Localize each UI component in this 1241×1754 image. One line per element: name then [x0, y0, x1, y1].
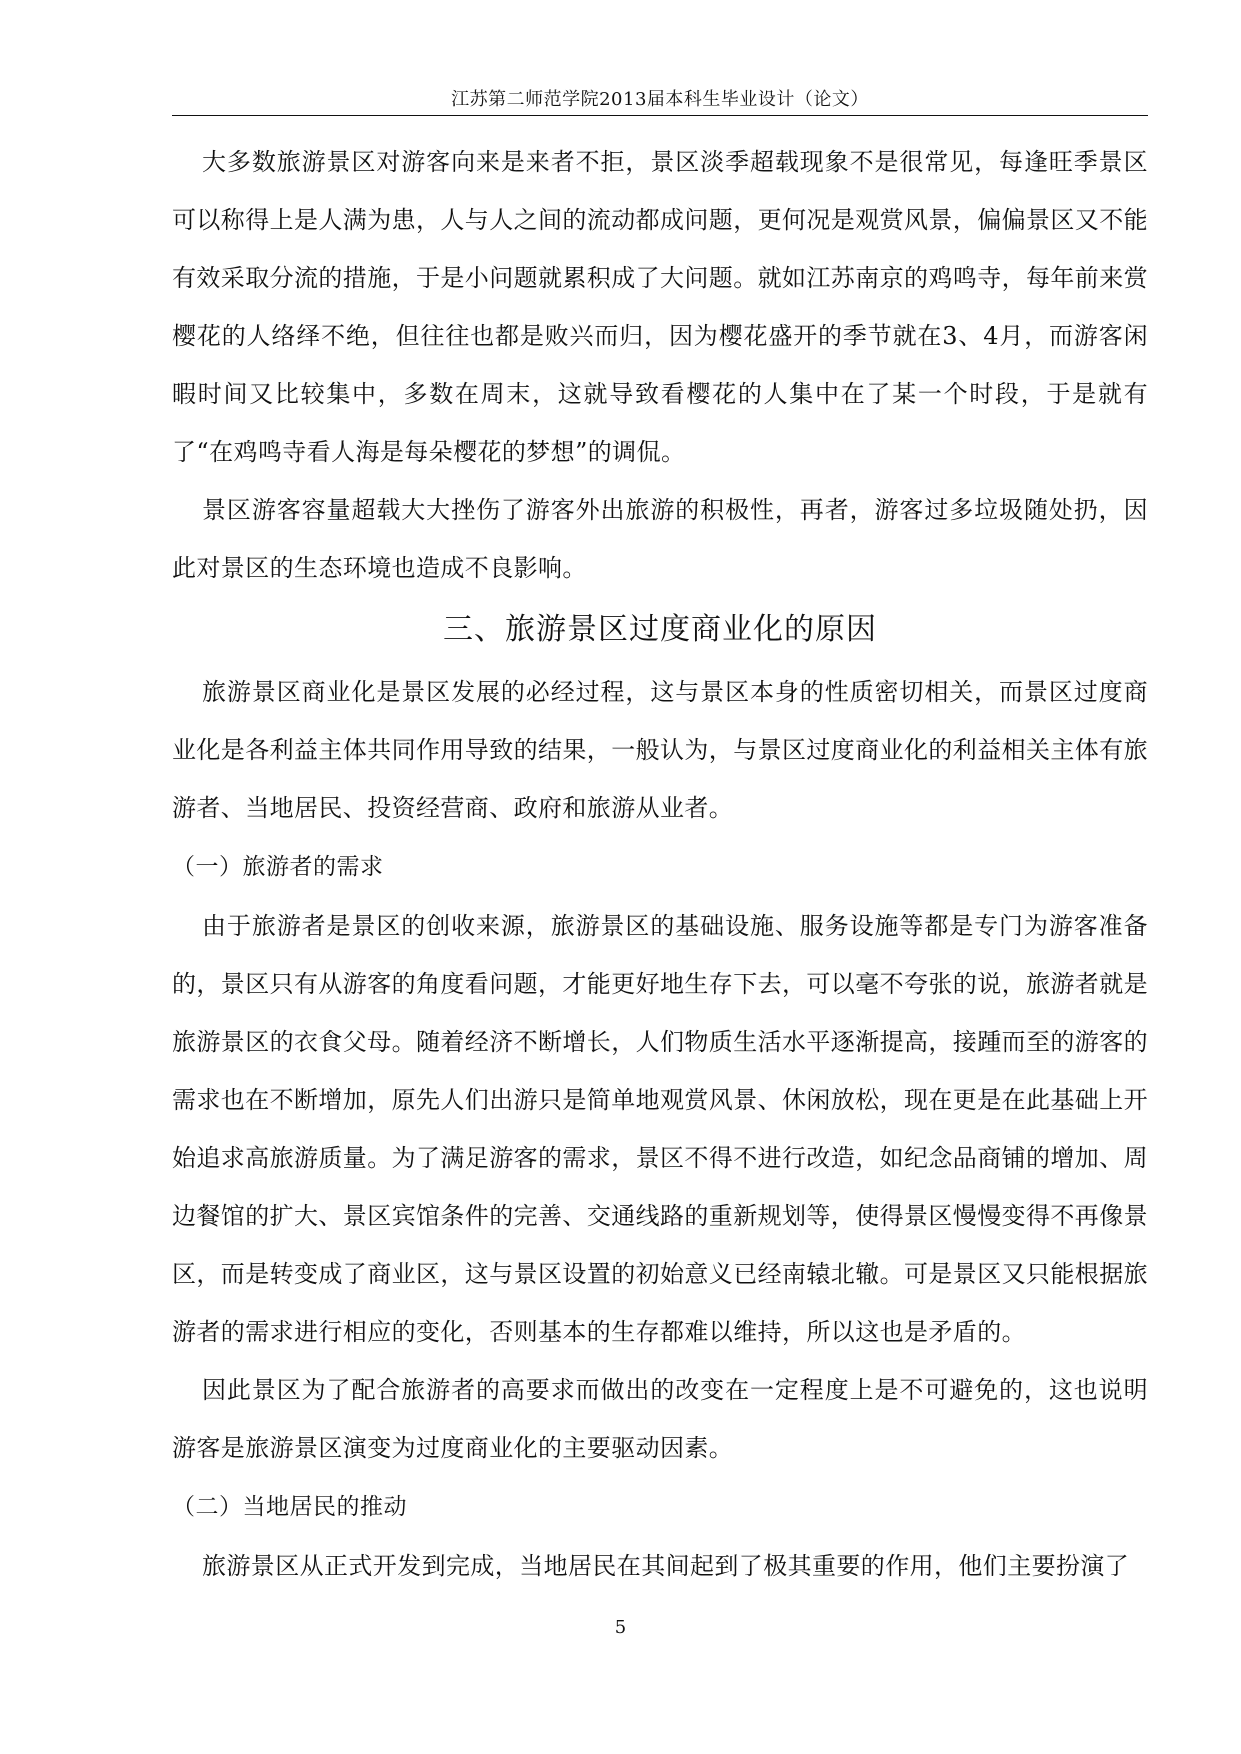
- paragraph-commercialization-intro: 旅游景区商业化是景区发展的必经过程，这与景区本身的性质密切相关，而景区过度商业化是各利益主体共同作用导致的结果，一般认为，与景区过度商业化的利益相关主体有旅游者、当地居民、投资经营商、政府和旅游从业者。: [172, 678, 1148, 822]
- paragraph-overcrowding: 大多数旅游景区对游客向来是来者不拒，景区淡季超载现象不是很常见，每逢旺季景区可以称得上是人满为患，人与人之间的流动都成问题，更何况是观赏风景，偏偏景区又不能有效采取分流的措施，于是小问题就累积成了大问题。就如江苏南京的鸡鸣寺，每年前来赏樱花的人络绎不绝，但往往也都是败兴而归，因为樱花盛开的季节就在3、4月，而游客闲暇时间又比较集中，多数在周末，这就导致看樱花的人集中在了某一个时段，于是就有了“在鸡鸣寺看人海是每朵樱花的梦想”的调侃。: [172, 148, 1148, 466]
- page-number: 5: [614, 1617, 627, 1638]
- section-title: 三、旅游景区过度商业化的原因: [443, 612, 877, 647]
- running-header: 江苏第二师范学院2013届本科生毕业设计（论文）: [451, 89, 869, 110]
- paragraph-tourist-demand: 由于旅游者是景区的创收来源，旅游景区的基础设施、服务设施等都是专门为游客准备的，景区只有从游客的角度看问题，才能更好地生存下去，可以毫不夸张的说，旅游者就是旅游景区的衣食父母。随着经济不断增长，人们物质生活水平逐渐提高，接踵而至的游客的需求也在不断增加，原先人们出游只是简单地观赏风景、休闲放松，现在更是在此基础上开始追求高旅游质量。为了满足游客的需求，景区不得不进行改造，如纪念品商铺的增加、周边餐馆的扩大、景区宾馆条件的完善、交通线路的重新规划等，使得景区慢慢变得不再像景区，而是转变成了商业区，这与景区设置的初始意义已经南辕北辙。可是景区又只能根据旅游者的需求进行相应的变化，否则基本的生存都难以维持，所以这也是矛盾的。: [172, 912, 1148, 1346]
- header-divider: [172, 115, 1148, 116]
- paragraph-capacity-impact: 景区游客容量超载大大挫伤了游客外出旅游的积极性，再者，游客过多垃圾随处扔，因此对景区的生态环境也造成不良影响。: [172, 496, 1148, 582]
- paragraph-local-residents: 旅游景区从正式开发到完成，当地居民在其间起到了极其重要的作用，他们主要扮演了: [202, 1552, 1130, 1580]
- paragraph-tourist-conclusion: 因此景区为了配合旅游者的高要求而做出的改变在一定程度上是不可避免的，这也说明游客是旅游景区演变为过度商业化的主要驱动因素。: [172, 1376, 1148, 1462]
- page-body: [172, 133, 1148, 1595]
- subsection-title-local-residents: （二）当地居民的推动: [172, 1494, 407, 1520]
- subsection-title-tourist-demand: （一）旅游者的需求: [172, 854, 384, 880]
